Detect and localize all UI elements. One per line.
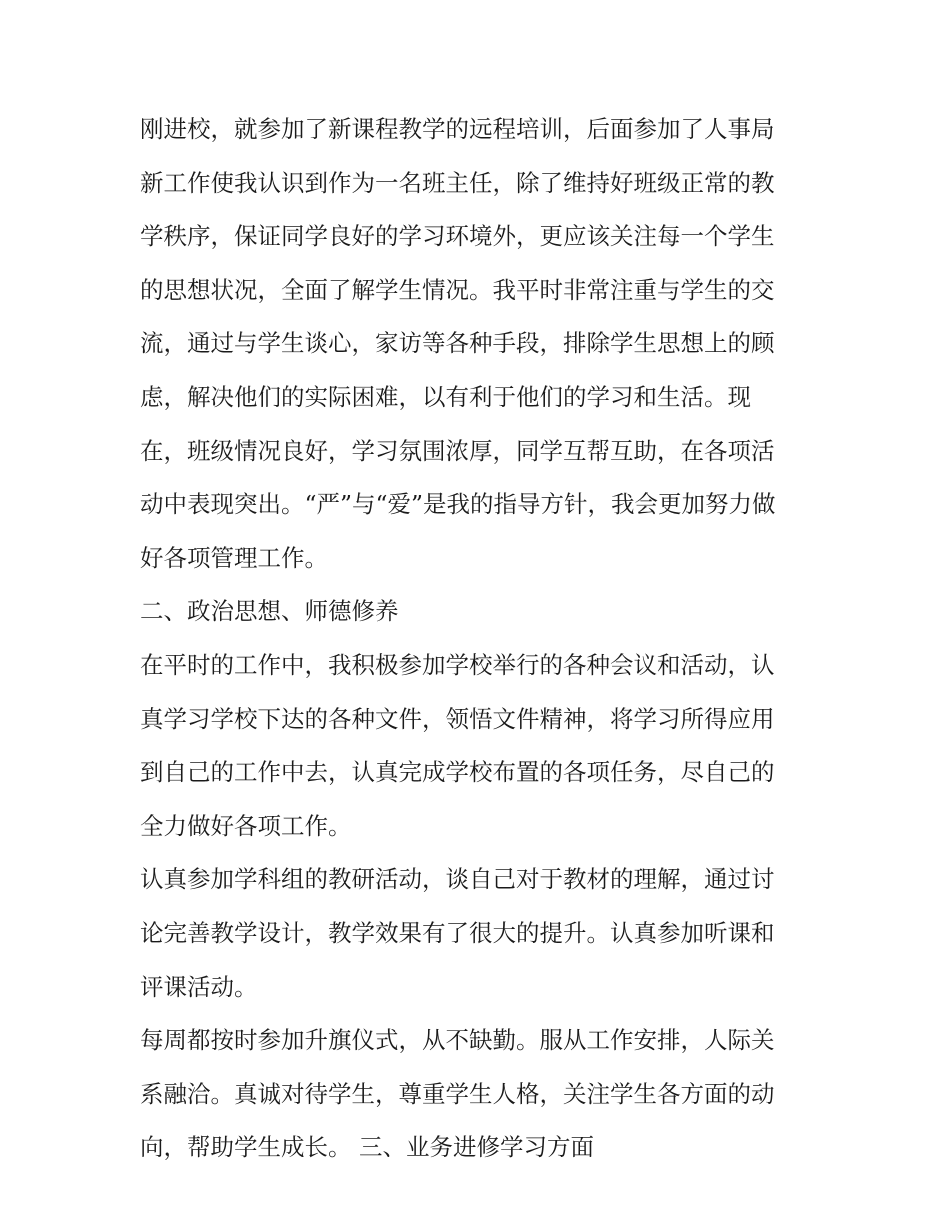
paragraph-line: 到自己的工作中去，认真完成学校布置的各项任务，尽自己的 bbox=[140, 758, 775, 787]
paragraph-line: 在平时的工作中，我积极参加学校举行的各种会议和活动，认 bbox=[140, 650, 775, 679]
paragraph-line: 新工作使我认识到作为一名班主任，除了维持好班级正常的教 bbox=[140, 168, 775, 197]
paragraph-line: 每周都按时参加升旗仪式，从不缺勤。服从工作安排，人际关 bbox=[140, 1026, 775, 1055]
section-heading: 二、政治思想、师德修养 bbox=[140, 597, 399, 626]
paragraph-line: 真学习学校下达的各种文件，领悟文件精神，将学习所得应用 bbox=[140, 704, 775, 733]
paragraph-line: 学秩序，保证同学良好的学习环境外，更应该关注每一个学生 bbox=[140, 222, 775, 251]
paragraph-line: 全力做好各项工作。 bbox=[140, 811, 352, 840]
paragraph-line: 认真参加学科组的教研活动，谈自己对于教材的理解，通过讨 bbox=[140, 865, 775, 894]
paragraph-line: 系融洽。真诚对待学生，尊重学生人格，关注学生各方面的动 bbox=[140, 1079, 775, 1108]
paragraph-line: 刚进校，就参加了新课程教学的远程培训，后面参加了人事局 bbox=[140, 115, 775, 143]
paragraph-line: 的思想状况，全面了解学生情况。我平时非常注重与学生的交 bbox=[140, 275, 775, 304]
paragraph-line: 向，帮助学生成长。 三、业务进修学习方面 bbox=[140, 1133, 594, 1162]
document-body bbox=[140, 103, 820, 1175]
paragraph-line: 好各项管理工作。 bbox=[140, 543, 328, 572]
paragraph-line: 流，通过与学生谈心，家访等各种手段，排除学生思想上的顾 bbox=[140, 329, 775, 358]
paragraph-line: 评课活动。 bbox=[140, 972, 258, 1001]
paragraph-line: 虑，解决他们的实际困难，以有利于他们的学习和生活。现 bbox=[140, 382, 751, 411]
paragraph-line: 论完善教学设计，教学效果有了很大的提升。认真参加听课和 bbox=[140, 918, 775, 947]
paragraph-line: 在，班级情况良好，学习氛围浓厚，同学互帮互助，在各项活 bbox=[140, 436, 775, 465]
paragraph-line: 动中表现突出。“严”与“爱”是我的指导方针，我会更加努力做 bbox=[140, 490, 776, 519]
